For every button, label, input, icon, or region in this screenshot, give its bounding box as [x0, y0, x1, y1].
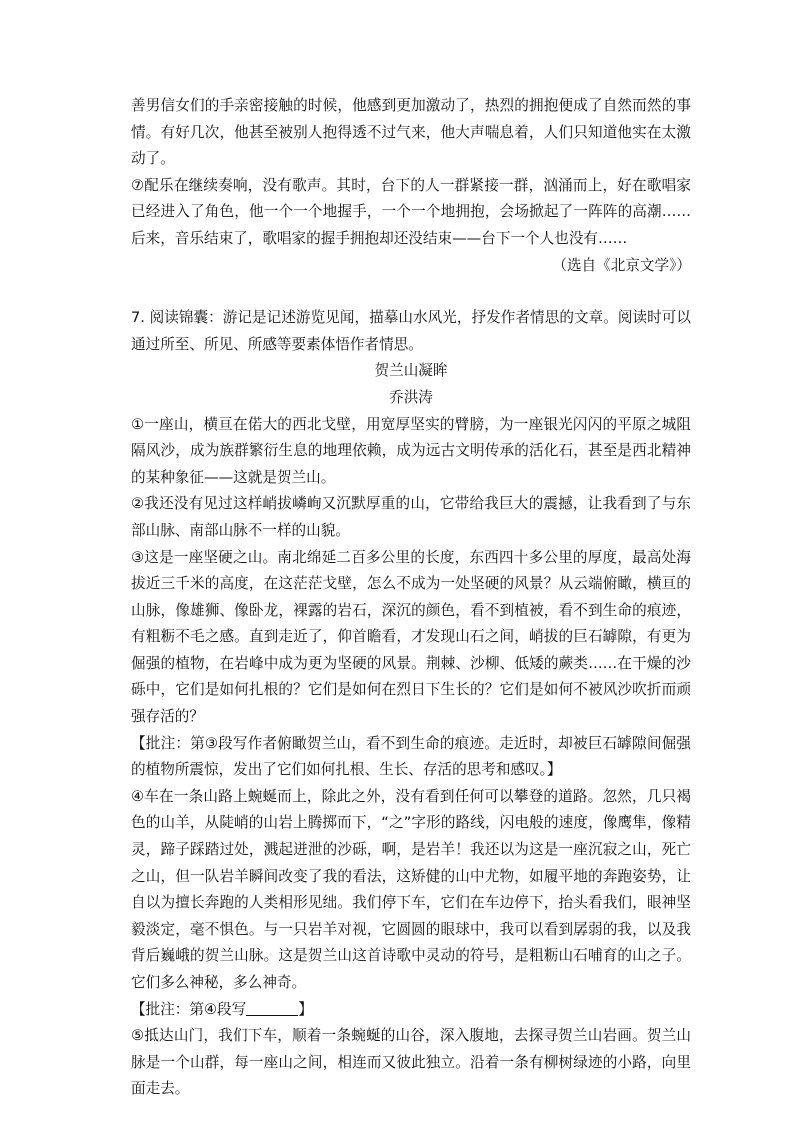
question-7-intro	[131, 305, 691, 358]
article-paragraph-4: ④车在一条山路上蜿蜒而上，除此之外，没有看到任何可以攀登的道路。忽然，几只褐色的山羊，从陡峭的山岩上腾掷而下，“之”字形的路线，闪电般的速度，像鹰隼，像精灵，蹄子踩踏过处，溅起迸泄的沙砾，啊，是岩羊！我还以为这是一座沉寂之山，死亡之山，但一队岩羊瞬间改变了我的看法，这矫健的山中尤物，如履平地的奔跑姿势，让自以为擅长奔跑的人类相形见绌。我们停下车，它们在车边停下，抬头看我们，眼神坚毅淡定，毫不惧色。与一只岩羊对视，它圆圆的眼球中，我可以看到孱弱的我，以及我背后巍峨的贺兰山脉。这是贺兰山这首诗歌中灵动的符号，是粗粝山石哺育的山之子。它们多么神秘，多么神奇。	[131, 787, 691, 991]
article-paragraph-2: ②我还没有见过这样峭拔嶙峋又沉默厚重的山，它带给我巨大的震撼，让我看到了与东部山脉、南部山脉不一样的山貌。	[131, 495, 691, 539]
article-paragraph-1: ①一座山，横亘在偌大的西北戈壁，用宽厚坚实的臂膀，为一座银光闪闪的平原之城阻隔风沙，成为族群繁衍生息的地理依赖，成为远古文明传承的活化石，甚至是西北精神的某种象征——这就是贺兰山。	[131, 415, 691, 486]
spacer	[131, 279, 691, 305]
document-body	[131, 93, 691, 1103]
annotation-4-label: 【批注：第④段写	[131, 1000, 247, 1018]
article-paragraph-5: ⑤抵达山门，我们下车，顺着一条蜿蜒的山谷，深入腹地，去探寻贺兰山岩画。贺兰山脉是一个山群，每一座山之间，相连而又彼此独立。沿着一条有柳树绿迹的小路，向里面走去。	[131, 1027, 691, 1098]
paragraph-6-continued: 善男信女们的手亲密接触的时候，他感到更加激动了，热烈的拥抱便成了自然而然的事情。有好几次，他甚至被别人抱得透不过气来，他大声喘息着，人们只知道他实在太激动了。	[131, 97, 691, 168]
question-number: 7.	[131, 309, 150, 327]
question-instruction: 阅读锦囊：游记是记述游览见闻，描摹山水风光，抒发作者情思的文章。阅读时可以通过所至、所见、所感等要素体悟作者情思。	[131, 309, 691, 353]
answer-blank[interactable]	[246, 1001, 298, 1016]
source-citation: （选自《北京文学》）	[552, 256, 691, 274]
paragraph-7: ⑦配乐在继续奏响，没有歌声。其时，台下的人一群紧接一群，汹涌而上，好在歌唱家已经进入了角色，他一个一个地握手，一个一个地拥抱，会场掀起了一阵阵的高潮……后来，音乐结束了，歌唱家的握手拥抱却还没结束——台下一个人也没有……	[131, 176, 691, 247]
article-paragraph-3: ③这是一座坚硬之山。南北绵延二百多公里的长度，东西四十多公里的厚度，最高处海拔近三千米的高度，在这茫茫戈壁，怎么不成为一处坚硬的风景？从云端俯瞰，横亘的山脉，像雄狮、像卧龙，裸露的岩石，深沉的颜色，看不到植被，看不到生命的痕迹，有粗粝不毛之感。直到走近了，仰首瞻看，才发现山石之间，峭拔的巨石罅隙，有更为倔强的植物，在岩峰中成为更为坚硬的风景。荆棘、沙柳、低矮的蕨类……在干燥的沙砾中，它们是如何扎根的？它们是如何在烈日下生长的？它们是如何不被风沙吹折而顽强存活的？	[131, 548, 691, 726]
article-author: 乔洪涛	[389, 388, 433, 406]
annotation-4-close: 】	[298, 1000, 313, 1018]
annotation-4	[131, 997, 691, 1024]
article-title: 贺兰山凝眸	[374, 362, 448, 380]
annotation-3: 【批注：第③段写作者俯瞰贺兰山，看不到生命的痕迹。走近时，却被巨石罅隙间倔强的植物所震惊，发出了它们如何扎根、生长、存活的思考和感叹。】	[131, 734, 691, 779]
